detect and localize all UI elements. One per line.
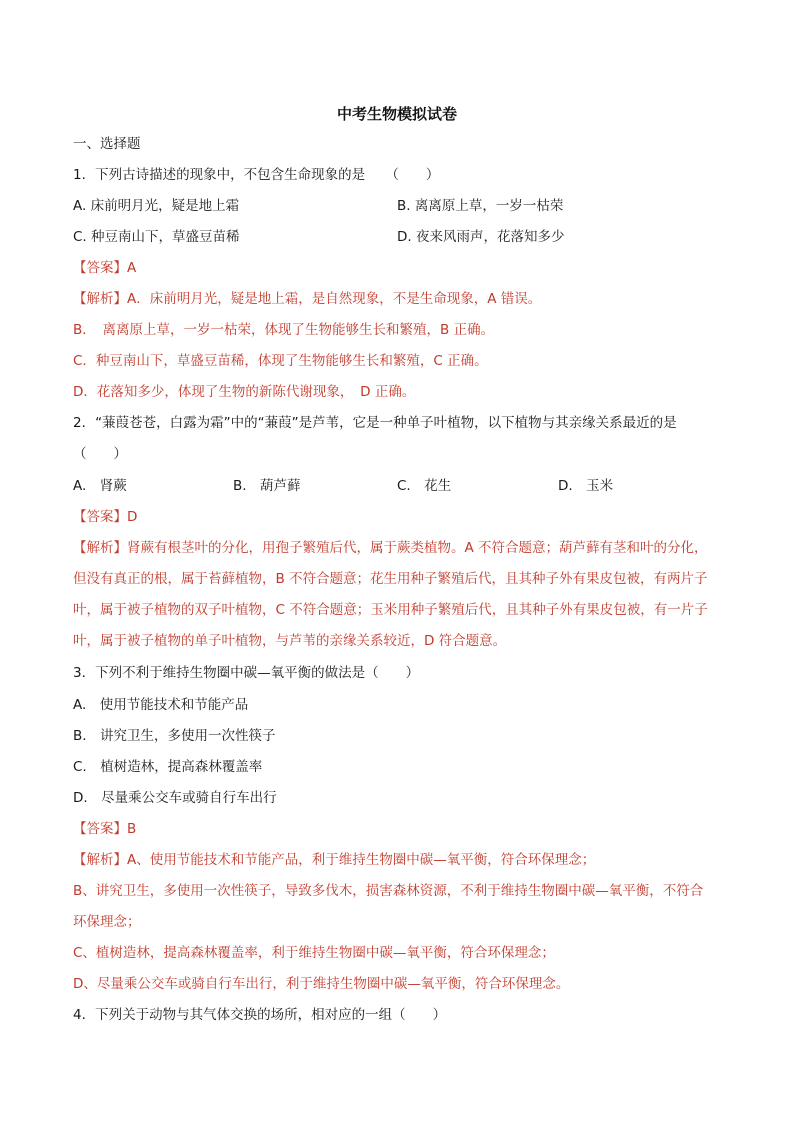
q3-analysis-line: B、讲究卫生，多使用一次性筷子，导致多伐木，损害森林资源，不利于维持生物圈中碳—氧平衡，不符合 [73,883,704,899]
q3-analysis-line: 环保理念； [73,914,141,930]
q3-answer [73,820,136,838]
q3-stem: 3．下列不利于维持生物圈中碳—氧平衡的做法是（ ） [73,665,420,681]
analysis-text: A．床前明月光，疑是地上霜，是自然现象，不是生命现象，A 错误。 [127,291,542,307]
q3-analysis-line: C、植树造林，提高森林覆盖率，利于维持生物圈中碳—氧平衡，符合环保理念； [73,945,555,961]
page-title: 中考生物模拟试卷 [336,105,457,123]
q2-option-d: D. 玉米 [558,478,614,494]
q2-stem-cont: （ ） [73,446,127,462]
analysis-label: 【解析】 [73,852,127,868]
q3-analysis-line: D、尽量乘公交车或骑自行车出行，利于维持生物圈中碳—氧平衡，符合环保理念。 [73,976,570,992]
q2-analysis-line: 叶，属于被子植物的双子叶植物，C 不符合题意；玉米用种子繁殖后代，且其种子外有果皮包被，有一片子 [73,602,708,618]
q3-option-a: A. 使用节能技术和节能产品 [73,697,249,713]
q3-option-c: C. 植树造林，提高森林覆盖率 [73,759,263,775]
q2-option-a: A. 肾蕨 [73,478,127,494]
answer-value: D [127,509,138,525]
answer-label: 【答案】 [73,821,127,837]
analysis-text: 肾蕨有根茎叶的分化，用孢子繁殖后代，属于蕨类植物。A 不符合题意；葫芦藓有茎和叶的分化， [127,540,708,556]
q1-answer [73,259,136,277]
q1-option-c: C. 种豆南山下，草盛豆苗稀 [73,229,240,245]
analysis-text: A、使用节能技术和节能产品，利于维持生物圈中碳—氧平衡，符合环保理念； [127,852,596,868]
analysis-label: 【解析】 [73,540,127,556]
q3-option-d: D. 尽量乘公交车或骑自行车出行 [73,790,277,806]
analysis-label: 【解析】 [73,291,127,307]
q3-analysis-line [73,851,595,869]
q3-option-b: B. 讲究卫生，多使用一次性筷子 [73,728,276,744]
q1-option-b: B. 离离原上草，一岁一枯荣 [397,198,564,214]
q1-analysis-line [73,290,541,308]
q1-analysis-line: C．种豆南山下，草盛豆苗稀，体现了生物能够生长和繁殖，C 正确。 [73,353,488,369]
q2-analysis-line: 叶，属于被子植物的单子叶植物，与芦苇的亲缘关系较近，D 符合题意。 [73,633,507,649]
q2-analysis-line: 但没有真正的根，属于苔藓植物，B 不符合题意；花生用种子繁殖后代，且其种子外有果皮包被，有两片子 [73,571,708,587]
q2-stem: 2．“蒹葭苍苍，白露为霜”中的“蒹葭”是芦苇，它是一种单子叶植物，以下植物与其亲缘关系最近的是 [73,415,677,431]
q2-answer [73,508,137,526]
answer-value: A [127,260,137,276]
q2-analysis-line [73,539,708,557]
q1-analysis-line: B． 离离原上草，一岁一枯荣，体现了生物能够生长和繁殖，B 正确。 [73,322,495,338]
q4-stem: 4．下列关于动物与其气体交换的场所，相对应的一组（ ） [73,1007,447,1023]
q1-stem: 1．下列古诗描述的现象中，不包含生命现象的是 （ ） [73,167,440,183]
q2-option-c: C. 花生 [397,478,452,494]
q1-option-a: A. 床前明月光，疑是地上霜 [73,198,240,214]
answer-label: 【答案】 [73,260,127,276]
q1-option-d: D. 夜来风雨声，花落知多少 [397,229,565,245]
answer-label: 【答案】 [73,509,127,525]
q1-analysis-line: D．花落知多少，体现了生物的新陈代谢现象， D 正确。 [73,384,416,400]
answer-value: B [127,821,137,837]
q2-option-b: B. 葫芦藓 [233,478,301,494]
section-heading: 一、选择题 [73,136,141,152]
